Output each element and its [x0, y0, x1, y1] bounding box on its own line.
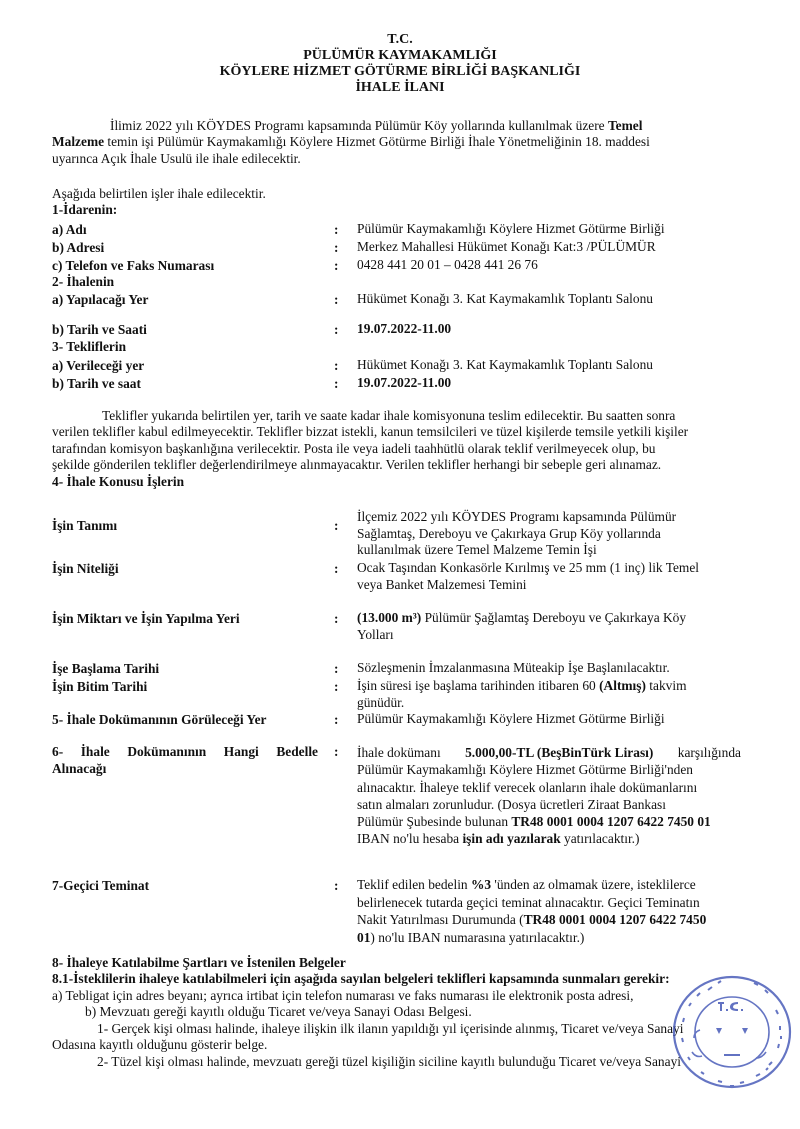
colon: :	[334, 679, 339, 694]
section1-value-telefon: 0428 441 20 01 – 0428 441 26 76	[357, 257, 538, 272]
section1-value-adi: Pülümür Kaymakamlığı Köylere Hizmet Götürme Birliği	[357, 221, 665, 236]
section4-label-baslama: İşe Başlama Tarihi	[52, 661, 160, 676]
colon: :	[334, 561, 339, 576]
colon: :	[334, 661, 339, 676]
section2-value-tarih: 19.07.2022-11.00	[357, 321, 452, 336]
official-stamp	[668, 968, 796, 1096]
section4-label-tanim: İşin Tanımı	[52, 518, 118, 533]
section7-label: 7-Geçici Teminat	[52, 878, 150, 893]
section5-value: Pülümür Kaymakamlığı Köylere Hizmet Götürme Birliği	[357, 711, 665, 726]
section5-label: 5- İhale Dokümanının Görüleceği Yer	[52, 712, 267, 727]
section4-label-nitelik: İşin Niteliği	[52, 561, 119, 576]
section7-value: Teklif edilen bedelin %3 'ünden az olmamak üzere, isteklilerce belirlenecek tutarda geçici teminat alınacaktır. Geçici Teminatın Nakit Yatırılması Durumunda (TR48 0001 0004 1207 6422 7450 01) no'lu IBAN numarasına yatırılacaktır.)	[357, 877, 707, 945]
notice-paragraph: Teklifler yukarıda belirtilen yer, tarih ve saate kadar ihale komisyonuna teslim edilecektir. Bu saatten sonra verilen teklifler kabul edilmeyecektir. Teklifler bizzat istekli, kanun temsilcileri ve tüzel kişilerde temsile yetkili kişiler tarafından komisyon başkanlığına verilecektir. Posta ile veya iadeli taahhütlü olarak teklif verilmeyecek olup, bu şekilde gönderilen teklifler değerlendirilmeye alınmayacaktır. Verilen teklifler herhangi bir sebeple geri alınamaz.	[52, 408, 689, 473]
section4-value-miktar: (13.000 m³) Pülümür Şağlamtaş Dereboyu ve Çakırkaya Köy Yolları	[357, 610, 687, 642]
colon: :	[334, 611, 339, 626]
section4-value-nitelik: Ocak Taşından Konkasörle Kırılmış ve 25 mm (1 inç) lik Temel veya Banket Malzemesi Temini	[357, 560, 699, 592]
section4-value-tanim: İlçemiz 2022 yılı KÖYDES Programı kapsamında Pülümür Sağlamtaş, Dereboyu ve Çakırkaya Grup Köy yollarında kullanılmak üzere Temel Malzeme Temin İşi	[357, 509, 677, 557]
section8-item-b1: 1- Gerçek kişi olması halinde, ihaleye ilişkin ilk ilanın yapıldığı yıl içerisinde alınmış, Ticaret ve/veya Sanayi	[97, 1021, 684, 1036]
section8-item-b2: 2- Tüzel kişi olması halinde, mevzuatı gereği tüzel kişiliğin siciline kayıtlı bulunduğu Ticaret ve/veya Sanayi	[97, 1054, 681, 1069]
header-line-kaymakamlik: PÜLÜMÜR KAYMAKAMLIĞI	[303, 48, 497, 63]
colon: :	[334, 744, 339, 759]
section8-title: 8- İhaleye Katılabilme Şartları ve İstenilen Belgeler	[52, 955, 346, 970]
section8-sub: 8.1-İsteklilerin ihaleye katılabilmeleri için aşağıda sayılan belgeleri teklifleri kapsamında sunmaları gerekir:	[52, 971, 670, 986]
section3-title: 3- Tekliflerin	[52, 339, 127, 354]
header-line-tc: T.C.	[387, 32, 413, 47]
section4-value-bitim: İşin süresi işe başlama tarihinden itibaren 60 (Altmış) takvim günüdür.	[357, 678, 687, 710]
colon: :	[334, 518, 339, 533]
header-line-birlik: KÖYLERE HİZMET GÖTÜRME BİRLİĞİ BAŞKANLIĞI	[219, 64, 581, 79]
lead-text: Aşağıda belirtilen işler ihale edilecektir.	[52, 186, 266, 201]
section2-title: 2- İhalenin	[52, 274, 115, 289]
section1-title: 1-İdarenin:	[52, 202, 118, 217]
colon: :	[334, 258, 339, 273]
section4-label-bitim: İşin Bitim Tarihi	[52, 679, 148, 694]
section4-label-miktar: İşin Miktarı ve İşin Yapılma Yeri	[52, 611, 240, 626]
section1-value-adresi: Merkez Mahallesi Hükümet Konağı Kat:3 /PÜLÜMÜR	[357, 239, 656, 254]
section3-value-tarih: 19.07.2022-11.00	[357, 375, 452, 390]
colon: :	[334, 292, 339, 307]
section2-label-tarih: b) Tarih ve Saati	[52, 322, 147, 337]
section6-label-line2: Alınacağı	[52, 761, 107, 776]
section2-value-yer: Hükümet Konağı 3. Kat Kaymakamlık Toplantı Salonu	[357, 291, 653, 306]
colon: :	[334, 322, 339, 337]
section2-label-yer: a) Yapılacağı Yer	[52, 292, 149, 307]
colon: :	[334, 376, 339, 391]
colon: :	[334, 878, 339, 893]
colon: :	[334, 222, 339, 237]
section3-value-yer: Hükümet Konağı 3. Kat Kaymakamlık Toplantı Salonu	[357, 357, 653, 372]
section3-label-tarih: b) Tarih ve saat	[52, 376, 141, 391]
section4-title: 4- İhale Konusu İşlerin	[52, 474, 185, 489]
section4-value-baslama: Sözleşmenin İmzalanmasına Müteakip İşe Başlanılacaktır.	[357, 660, 670, 675]
section1-label-adi: a) Adı	[52, 222, 87, 237]
section1-label-adresi: b) Adresi	[52, 240, 105, 255]
colon: :	[334, 358, 339, 373]
section8-item-b1-line2: Odasına kayıtlı olduğunu gösterir belge.	[52, 1037, 268, 1052]
section1-label-telefon: c) Telefon ve Faks Numarası	[52, 258, 215, 273]
section3-label-yer: a) Verileceği yer	[52, 358, 145, 373]
section6-value: İhale dokümanı 5.000,00-TL (BeşBinTürk Lirası) karşılığında Pülümür Kaymakamlığı Köylere Hizmet Götürme Birliği'nden alınacaktır. İhaleye teklif verecek olanların ihale dokümanlarını satın almaları zorunludur. (Dosya ücretleri Ziraat Bankası Pülümür Şubesinde bulunan TR48 0001 0004 1207 6422 7450 01 IBAN no'lu hesaba işin adı yazılarak yatırılacaktır.)	[357, 745, 741, 847]
colon: :	[334, 240, 339, 255]
section8-item-a: a) Tebligat için adres beyanı; ayrıca irtibat için telefon numarası ve faks numarası ile elektronik posta adresi,	[52, 988, 634, 1003]
section6-label: 6- İhale Dokümanının Hangi Bedelle	[52, 744, 318, 759]
intro-paragraph: İlimiz 2022 yılı KÖYDES Programı kapsamında Pülümür Köy yollarında kullanılmak üzere Temel Malzeme temin işi Pülümür Kaymakamlığı Köylere Hizmet Götürme Birliği İhale Yönetmeliğinin 18. maddesi uyarınca Açık İhale Usulü ile ihale edilecektir.	[52, 118, 650, 166]
header-line-ilan: İHALE İLANI	[355, 80, 445, 95]
colon: :	[334, 712, 339, 727]
section8-item-b: b) Mevzuatı gereği kayıtlı olduğu Ticaret ve/veya Sanayi Odası Belgesi.	[85, 1004, 472, 1019]
